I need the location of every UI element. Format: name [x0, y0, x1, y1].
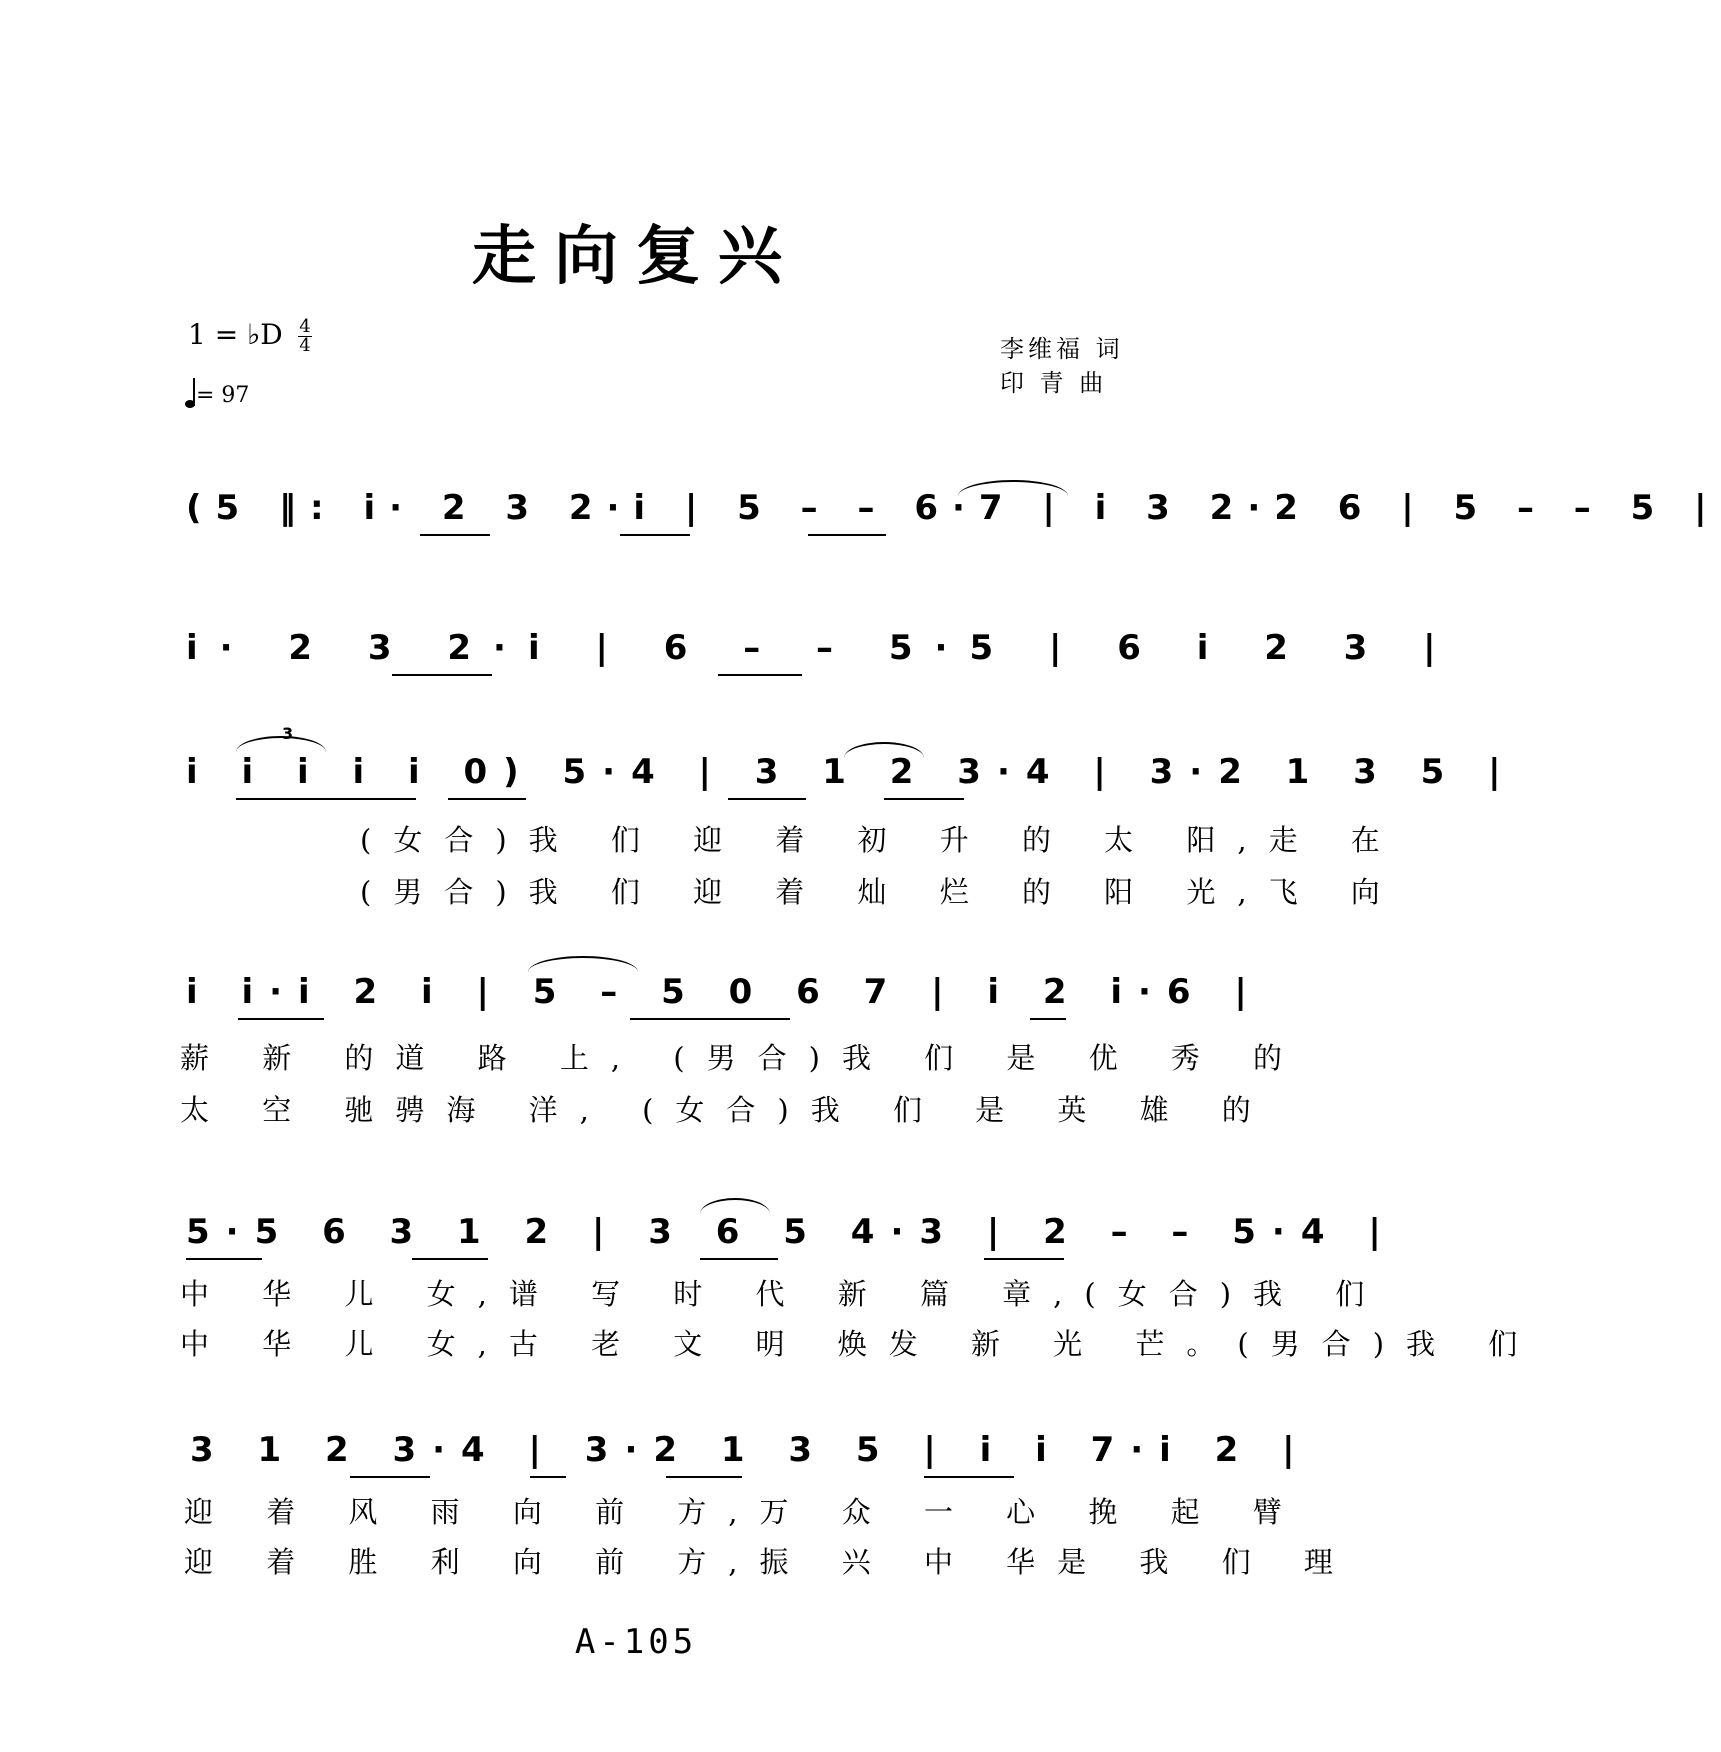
lyrics-row-3-verse-1: (女合)我 们 迎 着 初 升 的 太 阳,走 在: [360, 823, 1402, 857]
key-text: 1 = ♭D: [188, 318, 283, 351]
slur-row-1: [958, 480, 1068, 496]
notation-row-2: i· 2 3 2·i | 6 – – 5·5 | 6 i 2 3 |: [186, 628, 1458, 668]
lyrics-row-3-verse-2: (男合)我 们 迎 着 灿 烂 的 阳 光,飞 向: [360, 875, 1402, 909]
time-signature-bottom: 4: [299, 335, 311, 356]
notation-row-3: i i i i i 0) 5·4 | 3 1 2 3·4 | 3·2 1 3 5 |: [186, 752, 1517, 792]
page-number: A-105: [574, 1622, 698, 1662]
notation-row-4: i i·i 2 i | 5 – 5 0 6 7 | i 2 i·6 |: [186, 972, 1263, 1012]
lyrics-row-5-verse-1: 中 华 儿 女,谱 写 时 代 新 篇 章,(女合)我 们: [180, 1277, 1387, 1311]
triplet-marking: 3: [282, 724, 294, 743]
lyrics-row-6-verse-2: 迎 着 胜 利 向 前 方,振 兴 中 华是 我 们 理: [184, 1545, 1355, 1579]
lyrics-row-4-verse-2: 太 空 驰骋海 洋, (女合)我 们 是 英 雄 的: [180, 1093, 1273, 1127]
time-signature-top: 4: [299, 316, 311, 337]
lyrics-row-6-verse-1: 迎 着 风 雨 向 前 方,万 众 一 心 挽 起 臂: [184, 1495, 1304, 1529]
quarter-note-icon: [184, 378, 196, 408]
notation-row-6: 3 1 2 3·4 | 3·2 1 3 5 | i i 7·i 2 |: [190, 1430, 1311, 1470]
time-signature: [298, 318, 312, 355]
lyricist: 李维福 词: [1000, 335, 1124, 363]
lyrics-row-5-verse-2: 中 华 儿 女,古 老 文 明 焕发 新 光 芒。(男合)我 们: [180, 1327, 1540, 1361]
key-signature: [188, 318, 283, 351]
credits: [1000, 332, 1124, 400]
tempo-value: = 97: [196, 383, 250, 408]
notation-row-1: (5 ‖: i· 2 3 2·i | 5 – – 6·7 | i 3 2·2 6 | 5 – – 5 |: [186, 488, 1721, 528]
slur-row-4: [528, 956, 638, 972]
tempo-marking: [184, 378, 249, 408]
lyrics-row-4-verse-1: 薪 新 的道 路 上, (男合)我 们 是 优 秀 的: [180, 1041, 1305, 1075]
notation-row-5: 5·5 6 3 1 2 | 3 6 5 4·3 | 2 – – 5·4 |: [186, 1212, 1397, 1252]
page-title: 走向复兴: [472, 220, 800, 294]
composer: 印 青 曲: [1000, 369, 1108, 397]
triplet-slur: [236, 736, 326, 752]
